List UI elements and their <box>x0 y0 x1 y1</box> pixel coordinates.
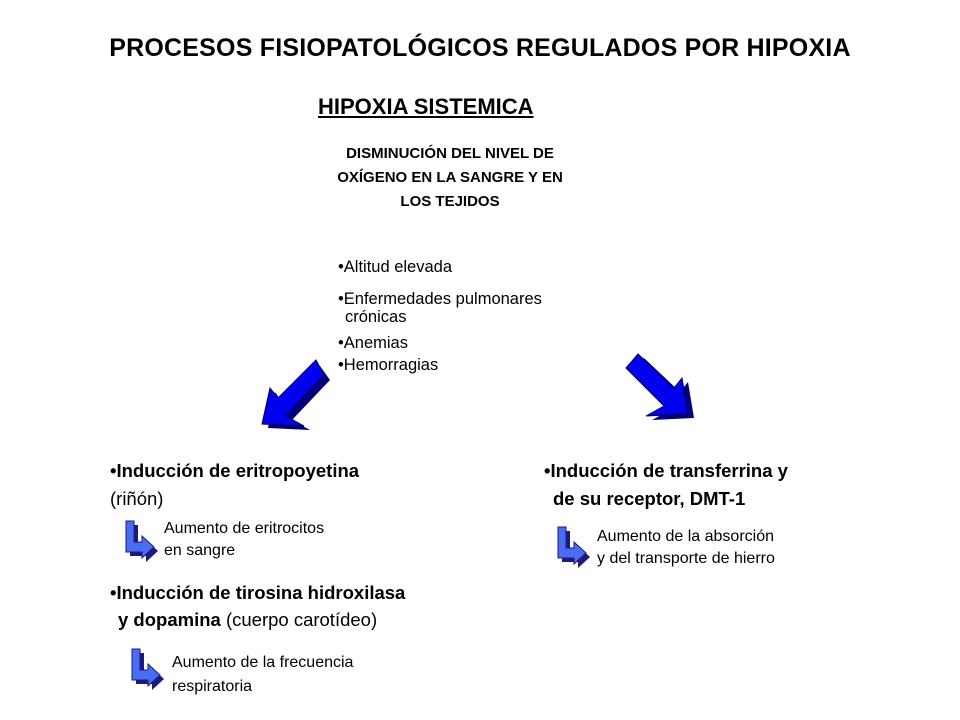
induction-erythropoietin-organ: (riñón) <box>110 488 164 509</box>
cause-item: •Hemorragias <box>338 356 439 374</box>
induction-tyrosine: •Inducción de tirosina hidroxilasa <box>110 582 406 603</box>
induction-transferrin: •Inducción de transferrina y <box>544 460 788 481</box>
effect-iron-line2: y del transporte de hierro <box>597 550 775 567</box>
cause-item: •Altitud elevada <box>338 258 453 276</box>
cause-item-continuation: crónicas <box>345 308 407 326</box>
page-title: PROCESOS FISIOPATOLÓGICOS REGULADOS POR HIPOXIA <box>109 34 851 62</box>
induction-erythropoietin: •Inducción de eritropoyetina <box>110 460 360 481</box>
induction-dopamine-bold: y dopamina <box>118 609 221 630</box>
definition-text: DISMINUCIÓN DEL NIVEL DE OXÍGENO EN LA SANGRE Y EN LOS TEJIDOS <box>337 145 563 210</box>
effect-erythrocytes-line1: Aumento de eritrocitos <box>164 520 325 537</box>
subtitle: HIPOXIA SISTEMICA <box>318 94 534 119</box>
effect-respiratory-line2: respiratoria <box>172 678 253 695</box>
elbow-arrow-icon <box>128 648 168 690</box>
cause-item: •Anemias <box>338 334 408 352</box>
cause-item: •Enfermedades pulmonares <box>338 290 542 308</box>
elbow-arrow-icon <box>122 520 162 560</box>
effect-respiratory-line1: Aumento de la frecuencia <box>172 654 354 671</box>
arrow-down-right-shape <box>626 354 688 416</box>
induction-dopamine <box>118 607 377 632</box>
elbow-arrow-icon <box>554 526 594 568</box>
induction-transferrin-receptor: de su receptor, DMT-1 <box>553 488 746 509</box>
induction-dopamine-organ: (cuerpo carotídeo) <box>225 609 378 630</box>
effect-iron-line1: Aumento de la absorción <box>597 528 774 545</box>
effect-erythrocytes-line2: en sangre <box>164 542 236 559</box>
